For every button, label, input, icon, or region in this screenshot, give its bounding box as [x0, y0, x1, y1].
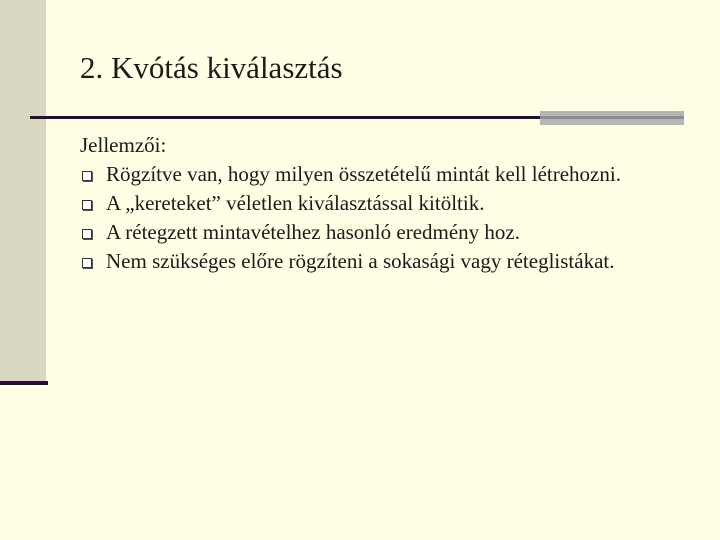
slide-title: 2. Kvótás kiválasztás	[80, 50, 343, 85]
title-underline-rule	[30, 116, 540, 119]
bullet-text: Rögzítve van, hogy milyen összetételű mintát kell létrehozni.	[106, 162, 621, 186]
slide-body	[80, 131, 680, 276]
left-decorative-band	[0, 0, 46, 383]
bullet-item	[80, 189, 680, 218]
bullet-text: A „kereteket” véletlen kiválasztással kitöltik.	[106, 191, 485, 215]
bullet-list	[80, 160, 680, 276]
square-bullet-icon	[82, 229, 92, 239]
left-band-bottom-rule	[0, 381, 48, 385]
bullet-text: A rétegzett mintavételhez hasonló eredmény hoz.	[106, 220, 521, 244]
bullet-item	[80, 160, 680, 189]
bullet-item	[80, 247, 680, 276]
square-bullet-icon	[82, 171, 92, 181]
lead-text: Jellemzői:	[80, 133, 167, 157]
title-rule-accent-line	[540, 116, 684, 119]
bullet-item	[80, 218, 680, 247]
square-bullet-icon	[82, 200, 92, 210]
square-bullet-icon	[82, 258, 92, 268]
bullet-text: Nem szükséges előre rögzíteni a sokasági vagy réteglistákat.	[106, 249, 615, 273]
